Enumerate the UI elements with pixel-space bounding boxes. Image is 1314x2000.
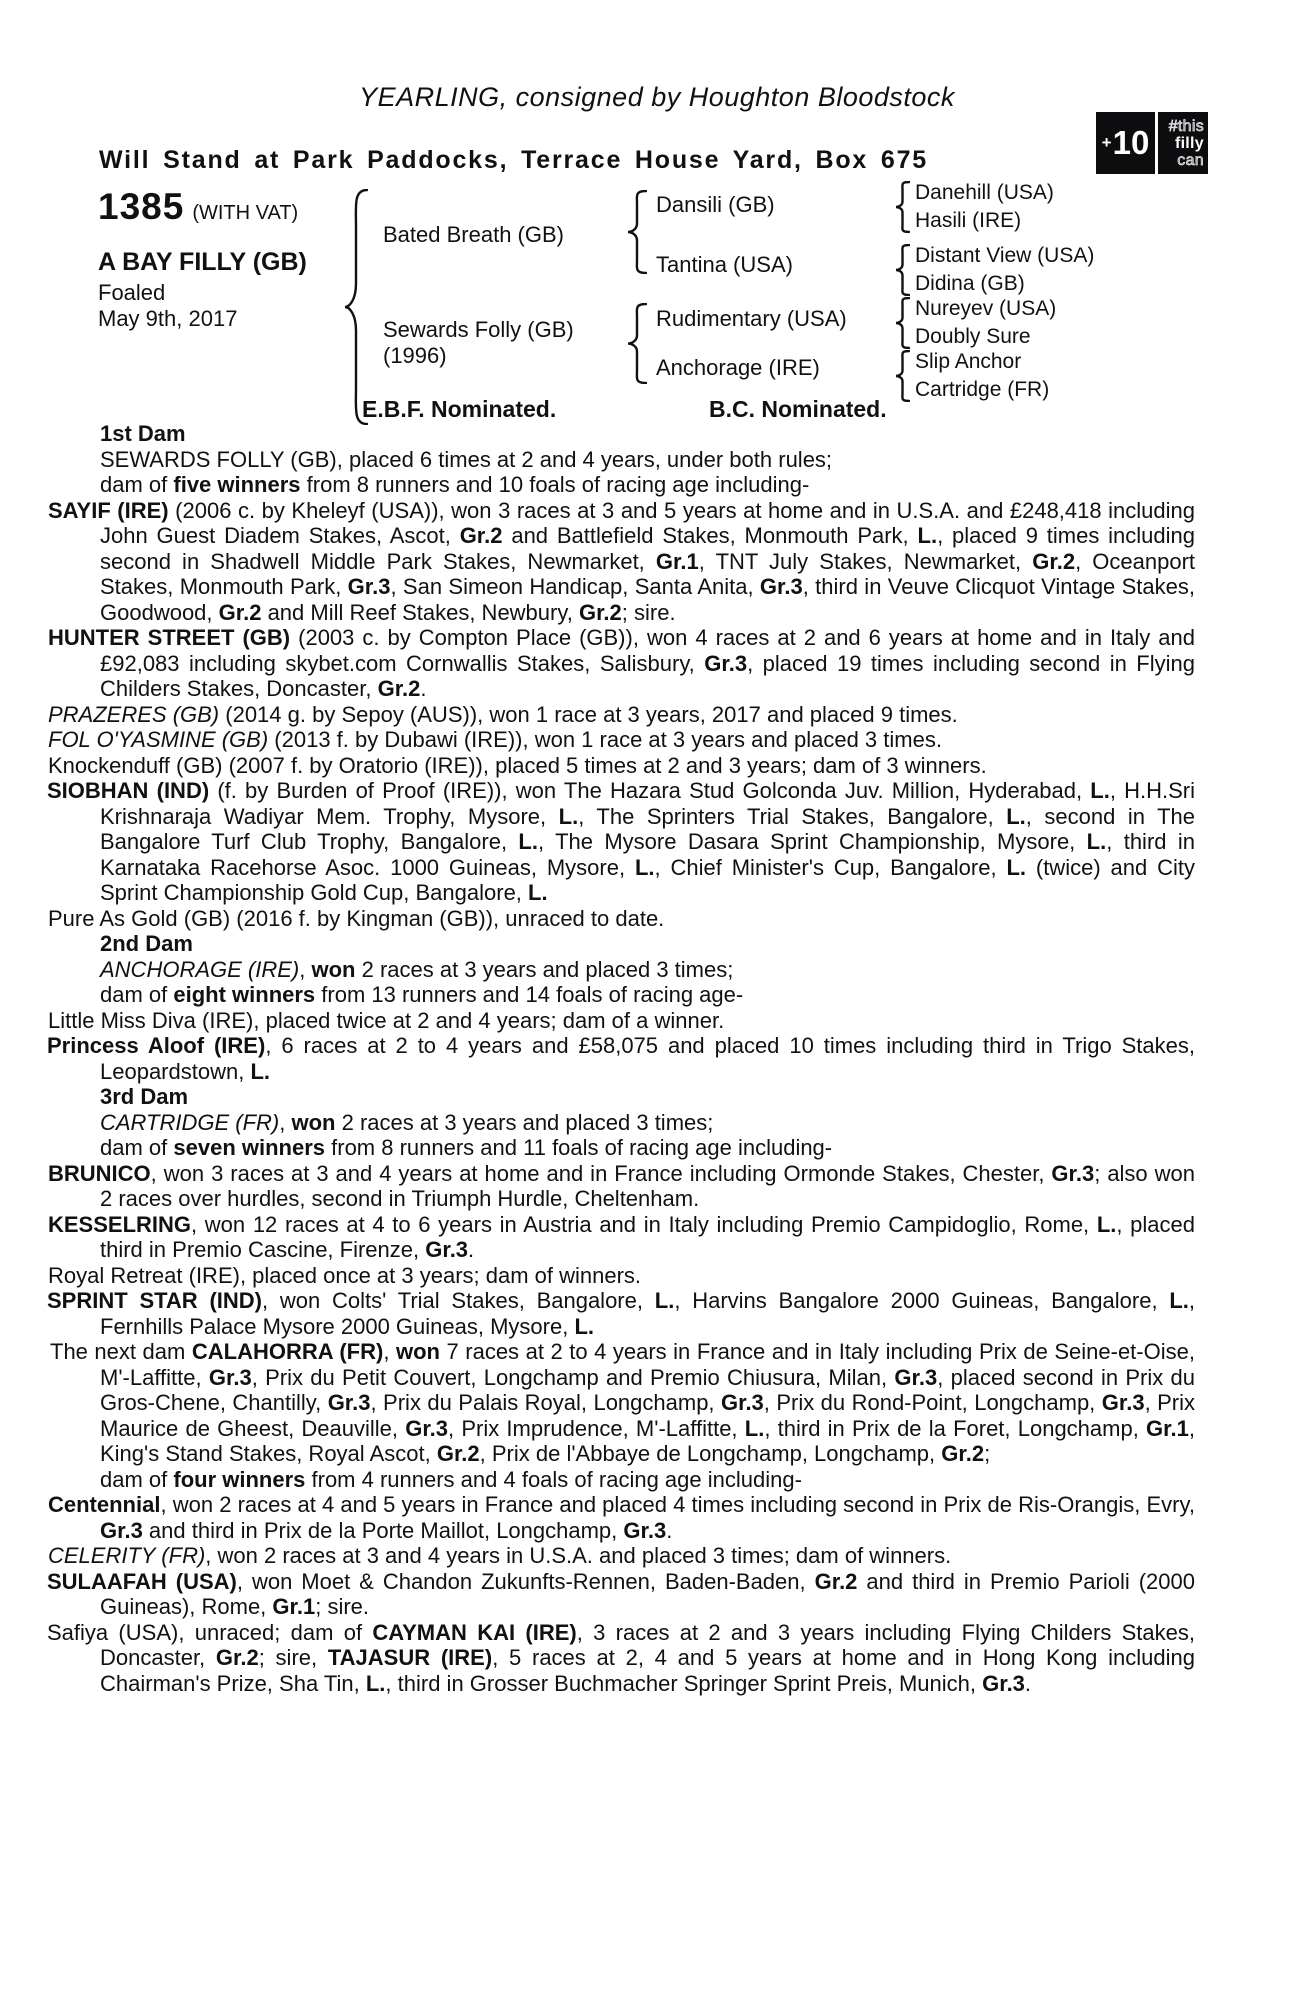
hashtag-line-2: filly — [1174, 134, 1204, 152]
pedigree-brace-gen1 — [344, 189, 368, 425]
pedigree-gen3-name: Distant View (USA) — [915, 244, 1095, 267]
pedigree-dam: Sewards Folly (GB) — [383, 317, 574, 342]
pedigree-gen3-name: Hasili (IRE) — [915, 209, 1022, 232]
hashtag-line-1: #this — [1168, 117, 1204, 135]
consignment-title: YEARLING, consigned by Houghton Bloodstock — [359, 82, 955, 112]
pedigree-sections — [47, 421, 1196, 1696]
pedigree-paragraph: SULAAFAH (USA), won Moet & Chandon Zukunfts-Rennen, Baden-Baden, Gr.2 and third in Premio Parioli (2000 Guineas), Rome, Gr.1; sire. — [47, 1568, 1195, 1619]
lot-row — [98, 186, 298, 228]
pedigree-gen3-name: Doubly Sure — [915, 325, 1031, 348]
pedigree-gen2-name: Dansili (GB) — [656, 192, 775, 217]
pedigree-paragraph: ANCHORAGE (IRE), won 2 races at 3 years and placed 3 times; — [100, 956, 734, 982]
pedigree-paragraph: CELERITY (FR), won 2 races at 3 and 4 years in U.S.A. and placed 3 times; dam of winners. — [48, 1543, 952, 1568]
hashtag-badge — [1158, 112, 1208, 174]
pedigree-gen2-name: Anchorage (IRE) — [656, 355, 820, 380]
pedigree-paragraph: The next dam CALAHORRA (FR), won 7 races at 2 to 4 years in France and in Italy including Prix de Seine-et-Oise, M'-Laffitte, Gr.3, Prix du Petit Couvert, Longchamp and Premio Chiusura, Milan, Gr.3, placed second in Prix du Gros-Chene, Chantilly, Gr.3, Prix du Palais Royal, Longchamp, Gr.3, Prix du Rond-Point, Longchamp, Gr.3, Prix Maurice de Gheest, Deauville, Gr.3, Prix Imprudence, M'-Laffitte, L., third in Prix de la Foret, Longchamp, Gr.1, King's Stand Stakes, Royal Ascot, Gr.2, Prix de l'Abbaye de Longchamp, Longchamp, Gr.2; — [50, 1339, 1196, 1466]
pedigree-gen3-name: Nureyev (USA) — [915, 297, 1057, 320]
pedigree-gen3-name: Cartridge (FR) — [915, 378, 1050, 401]
horse-name: A BAY FILLY (GB) — [98, 248, 307, 276]
pedigree-brace-gen3 — [895, 181, 910, 233]
lot-number: 1385 — [98, 186, 185, 227]
plus10-badge — [1096, 112, 1155, 174]
pedigree-brace-dam — [627, 303, 647, 384]
pedigree-paragraph: KESSELRING, won 12 races at 4 to 6 years in Austria and in Italy including Premio Campidoglio, Rome, L., placed third in Premio Cascine, Firenze, Gr.3. — [48, 1211, 1195, 1262]
foaled-label: Foaled — [98, 280, 166, 305]
pedigree-paragraph: SPRINT STAR (IND), won Colts' Trial Stakes, Bangalore, L., Harvins Bangalore 2000 Guineas, Bangalore, L., Fernhills Palace Mysore 2000 Guineas, Mysore, L. — [47, 1288, 1196, 1339]
pedigree-paragraph: SIOBHAN (IND) (f. by Burden of Proof (IRE)), won The Hazara Stud Golconda Juv. Million, Hyderabad, L., H.H.Sri Krishnaraja Wadiyar Mem. Trophy, Mysore, L., The Sprinters Trial Stakes, Bangalore, L., second in The Bangalore Turf Club Trophy, Bangalore, L., The Mysore Dasara Sprint Championship, Mysore, L., third in Karnataka Racehorse Asoc. 1000 Guineas, Mysore, L., Chief Minister's Cup, Bangalore, L. (twice) and City Sprint Championship Gold Cup, Bangalore, L. — [47, 778, 1195, 905]
pedigree-dam-year: (1996) — [383, 343, 447, 368]
stand-location: Will Stand at Park Paddocks, Terrace House Yard, Box 675 — [99, 146, 928, 174]
pedigree-brace-gen3 — [895, 297, 910, 349]
pedigree-paragraph: Centennial, won 2 races at 4 and 5 years in France and placed 4 times including second in Prix de Ris-Orangis, Evry, Gr.3 and third in Prix de la Porte Maillot, Longchamp, Gr.3. — [48, 1492, 1195, 1543]
hashtag-line-3: can — [1177, 151, 1204, 169]
pedigree-paragraph: SAYIF (IRE) (2006 c. by Kheleyf (USA)), won 3 races at 3 and 5 years at home and in U.S.A. and £248,418 including John Guest Diadem Stakes, Ascot, Gr.2 and Battlefield Stakes, Monmouth Park, L., placed 9 times including second in Shadwell Middle Park Stakes, Newmarket, Gr.1, TNT July Stakes, Newmarket, Gr.2, Oceanport Stakes, Monmouth Park, Gr.3, San Simeon Handicap, Santa Anita, Gr.3, third in Veuve Clicquot Vintage Stakes, Goodwood, Gr.2 and Mill Reef Stakes, Newbury, Gr.2; sire. — [48, 497, 1196, 625]
pedigree-brace-gen3 — [895, 350, 910, 402]
pedigree-paragraph: dam of seven winners from 8 runners and 11 foals of racing age including- — [100, 1135, 833, 1160]
pedigree-gen2-name: Tantina (USA) — [656, 252, 793, 277]
pedigree-brace-gen3 — [895, 244, 910, 296]
section-heading: 1st Dam — [100, 421, 186, 446]
pedigree-paragraph: BRUNICO, won 3 races at 3 and 4 years at home and in France including Ormonde Stakes, Chester, Gr.3; also won 2 races over hurdles, second in Triumph Hurdle, Cheltenham. — [48, 1160, 1195, 1211]
pedigree-gen3-name: Slip Anchor — [915, 350, 1022, 373]
pedigree-brace-sire — [627, 190, 647, 274]
pedigree-gen3-name: Danehill (USA) — [915, 181, 1054, 204]
pedigree-paragraph: Royal Retreat (IRE), placed once at 3 years; dam of winners. — [48, 1262, 642, 1288]
pedigree-sire: Bated Breath (GB) — [383, 222, 564, 247]
pedigree-paragraph: Safiya (USA), unraced; dam of CAYMAN KAI (IRE), 3 races at 2 and 3 years including Flying Childers Stakes, Doncaster, Gr.2; sire, TAJASUR (IRE), 5 races at 2, 4 and 5 years at home and in Hong Kong including Chairman's Prize, Sha Tin, L., third in Grosser Buchmacher Springer Sprint Preis, Munich, Gr.3. — [47, 1619, 1195, 1696]
section-heading: 2nd Dam — [100, 931, 193, 956]
pedigree-paragraph: PRAZERES (GB) (2014 g. by Sepoy (AUS)), won 1 race at 3 years, 2017 and placed 9 times. — [48, 701, 958, 727]
plus10-number: 10 — [1112, 124, 1150, 161]
ebf-nomination: E.B.F. Nominated. — [362, 396, 557, 422]
pedigree-paragraph: SEWARDS FOLLY (GB), placed 6 times at 2 and 4 years, under both rules; — [100, 446, 833, 472]
pedigree-paragraph: dam of eight winners from 13 runners and 14 foals of racing age- — [100, 982, 744, 1007]
pedigree-paragraph: FOL O'YASMINE (GB) (2013 f. by Dubawi (IRE)), won 1 race at 3 years and placed 3 times. — [48, 727, 942, 752]
pedigree-paragraph: Little Miss Diva (IRE), placed twice at 2 and 4 years; dam of a winner. — [48, 1007, 725, 1033]
pedigree-gen2-name: Rudimentary (USA) — [656, 306, 847, 331]
foaled-date: May 9th, 2017 — [98, 306, 238, 331]
pedigree-paragraph: CARTRIDGE (FR), won 2 races at 3 years and placed 3 times; — [100, 1109, 714, 1135]
pedigree-paragraph: Princess Aloof (IRE), 6 races at 2 to 4 years and £58,075 and placed 10 times including third in Trigo Stakes, Leopardstown, L. — [47, 1033, 1196, 1084]
pedigree-paragraph: Knockenduff (GB) (2007 f. by Oratorio (IRE)), placed 5 times at 2 and 3 years; dam of 3 winners. — [48, 752, 987, 778]
vat-note: (WITH VAT) — [192, 202, 299, 224]
pedigree-paragraph: dam of four winners from 4 runners and 4 foals of racing age including- — [100, 1466, 802, 1492]
pedigree-gen3-name: Didina (GB) — [915, 272, 1025, 295]
pedigree-paragraph: dam of five winners from 8 runners and 10 foals of racing age including- — [100, 472, 810, 497]
pedigree-paragraph: Pure As Gold (GB) (2016 f. by Kingman (GB)), unraced to date. — [48, 905, 665, 931]
plus-icon: + — [1101, 133, 1112, 152]
section-heading: 3rd Dam — [100, 1084, 189, 1109]
bc-nomination: B.C. Nominated. — [709, 396, 887, 422]
pedigree-paragraph: HUNTER STREET (GB) (2003 c. by Compton Place (GB)), won 4 races at 2 and 6 years at home and in Italy and £92,083 including skybet.com Cornwallis Stakes, Salisbury, Gr.3, placed 19 times including second in Flying Childers Stakes, Doncaster, Gr.2. — [48, 625, 1196, 701]
